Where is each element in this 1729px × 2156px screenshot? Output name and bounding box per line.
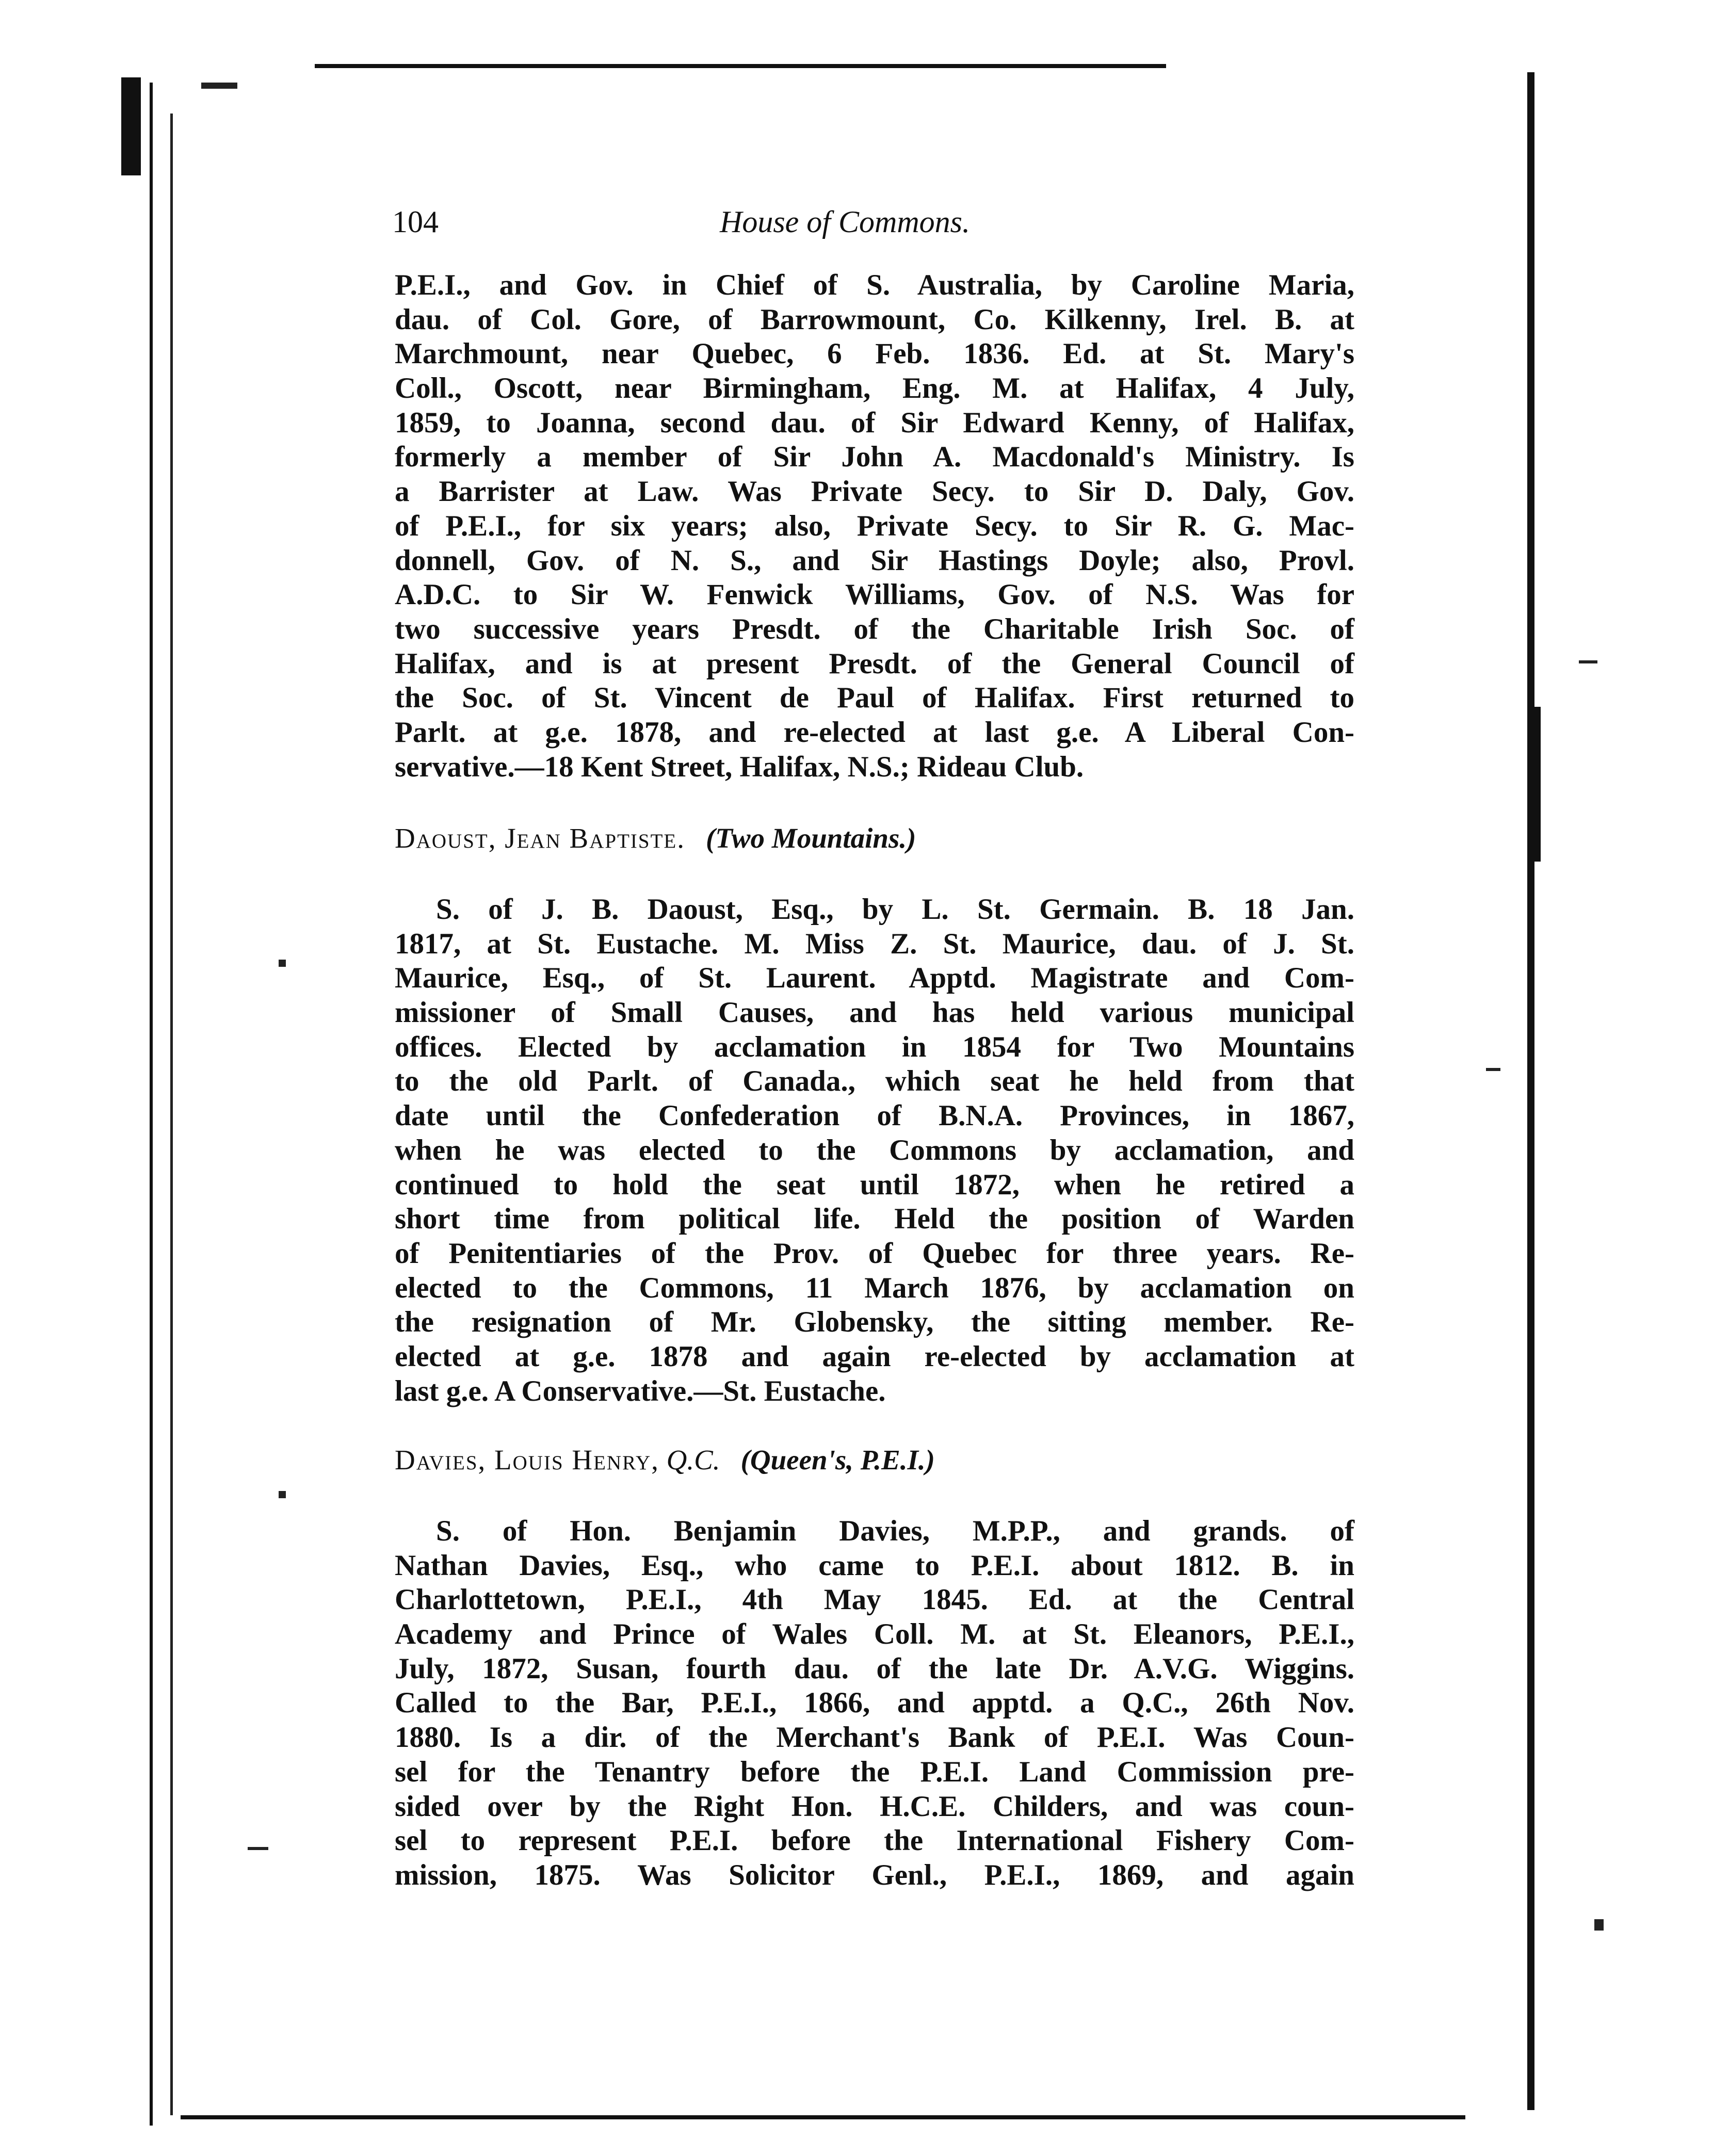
bottom-rule [181, 2115, 1465, 2119]
constituency: (Two Mountains.) [705, 822, 916, 854]
text-line: of Penitentiaries of the Prov. of Quebec for three years. Re- [395, 1237, 1354, 1270]
text-line: date until the Confederation of B.N.A. Provinces, in 1867, [395, 1099, 1354, 1132]
scan-speck [1486, 1068, 1500, 1071]
text-line: Parlt. at g.e. 1878, and re-elected at last g.e. A Liberal Con- [395, 716, 1354, 749]
scan-speck [248, 1847, 268, 1850]
text-line: Coll., Oscott, near Birmingham, Eng. M. at Halifax, 4 July, [395, 372, 1354, 405]
text-line: offices. Elected by acclamation in 1854 for Two Mountains [395, 1030, 1354, 1063]
text-line: missioner of Small Causes, and has held various municipal [395, 996, 1354, 1029]
entry-body [395, 1514, 1354, 1893]
member-name: Daoust, Jean Baptiste. [395, 822, 685, 854]
text-line: formerly a member of Sir John A. Macdonald's Ministry. Is [395, 441, 1354, 474]
text-line: July, 1872, Susan, fourth dau. of the late Dr. A.V.G. Wiggins. [395, 1652, 1354, 1685]
text-line: the resignation of Mr. Globensky, the sitting member. Re- [395, 1306, 1354, 1339]
text-line: Academy and Prince of Wales Coll. M. at St. Eleanors, P.E.I., [395, 1618, 1354, 1651]
text-line: donnell, Gov. of N. S., and Sir Hastings Doyle; also, Provl. [395, 544, 1354, 577]
scan-speck [201, 83, 237, 89]
text-line: to the old Parlt. of Canada., which seat he held from that [395, 1065, 1354, 1098]
scan-speck [1579, 660, 1597, 663]
text-line: servative.—18 Kent Street, Halifax, N.S.; Rideau Club. [395, 750, 1084, 783]
binding-mark [121, 77, 141, 175]
text-line: P.E.I., and Gov. in Chief of S. Australia, by Caroline Maria, [395, 269, 1354, 301]
text-line: short time from political life. Held the position of Warden [395, 1203, 1354, 1236]
text-line: Halifax, and is at present Presdt. of the General Council of [395, 647, 1354, 680]
page-edge-left-inner [170, 114, 173, 2115]
text-line: continued to hold the seat until 1872, when he retired a [395, 1168, 1354, 1201]
entry-heading [395, 820, 916, 856]
text-line: sided over by the Right Hon. H.C.E. Childers, and was coun- [395, 1790, 1354, 1823]
text-line: when he was elected to the Commons by acclamation, and [395, 1133, 1354, 1166]
text-line: Charlottetown, P.E.I., 4th May 1845. Ed. at the Central [395, 1583, 1354, 1616]
text-line: 1880. Is a dir. of the Merchant's Bank of P.E.I. Was Coun- [395, 1721, 1354, 1754]
member-name: Davies, Louis Henry, [395, 1444, 659, 1476]
page-number: 104 [392, 205, 439, 239]
text-line: Marchmount, near Quebec, 6 Feb. 1836. Ed. at St. Mary's [395, 337, 1354, 370]
text-line: a Barrister at Law. Was Private Secy. to Sir D. Daly, Gov. [395, 475, 1354, 508]
text-line: Maurice, Esq., of St. Laurent. Apptd. Magistrate and Com- [395, 962, 1354, 995]
text-line: sel to represent P.E.I. before the International Fishery Com- [395, 1824, 1354, 1857]
text-line: S. of Hon. Benjamin Davies, M.P.P., and grands. of [436, 1515, 1354, 1547]
text-line: S. of J. B. Daoust, Esq., by L. St. Germain. B. 18 Jan. [436, 893, 1354, 926]
entry-body [395, 268, 1354, 784]
running-title: House of Commons. [720, 205, 971, 239]
text-line: Nathan Davies, Esq., who came to P.E.I. about 1812. B. in [395, 1549, 1354, 1582]
text-line: 1859, to Joanna, second dau. of Sir Edward Kenny, of Halifax, [395, 406, 1354, 439]
scan-speck [1594, 1919, 1604, 1931]
constituency: (Queen's, P.E.I.) [740, 1444, 935, 1476]
scan-speck [279, 960, 286, 967]
text-line: two successive years Presdt. of the Charitable Irish Soc. of [395, 612, 1354, 645]
scan-speck [279, 1491, 286, 1498]
entry-heading [395, 1442, 935, 1478]
text-line: of P.E.I., for six years; also, Private Secy. to Sir R. G. Mac- [395, 509, 1354, 542]
entry-body [395, 893, 1354, 1408]
text-line: elected at g.e. 1878 and again re-elected by acclamation at [395, 1340, 1354, 1373]
top-rule [315, 64, 1166, 68]
text-line: dau. of Col. Gore, of Barrowmount, Co. Kilkenny, Irel. B. at [395, 303, 1354, 336]
page-edge-right-shadow [1527, 707, 1541, 862]
text-line: Called to the Bar, P.E.I., 1866, and apptd. a Q.C., 26th Nov. [395, 1687, 1354, 1720]
text-line: the Soc. of St. Vincent de Paul of Halifax. First returned to [395, 682, 1354, 715]
text-line: elected to the Commons, 11 March 1876, by acclamation on [395, 1271, 1354, 1304]
text-line: 1817, at St. Eustache. M. Miss Z. St. Maurice, dau. of J. St. [395, 927, 1354, 960]
text-line: last g.e. A Conservative.—St. Eustache. [395, 1374, 886, 1407]
title-suffix: Q.C. [666, 1444, 720, 1476]
page-edge-left [150, 83, 153, 2126]
page-edge-right [1527, 72, 1534, 2110]
text-line: sel for the Tenantry before the P.E.I. Land Commission pre- [395, 1755, 1354, 1788]
text-line: mission, 1875. Was Solicitor Genl., P.E.I., 1869, and again [395, 1858, 1354, 1891]
text-line: A.D.C. to Sir W. Fenwick Williams, Gov. of N.S. Was for [395, 578, 1354, 611]
